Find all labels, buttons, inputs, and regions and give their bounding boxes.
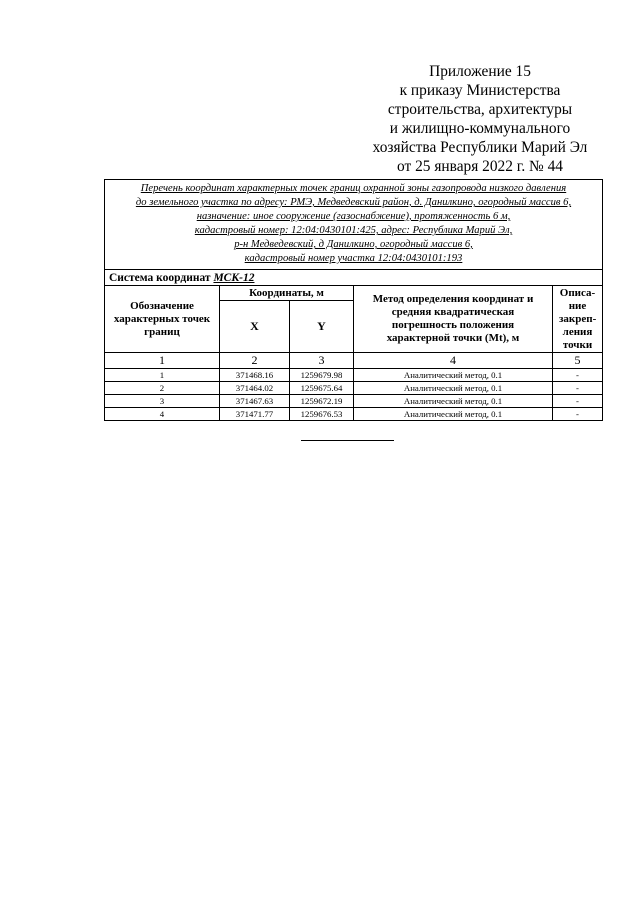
cell-method: Аналитический метод, 0.1: [354, 408, 553, 421]
table-row: [105, 382, 603, 395]
title-line: кадастровый номер: 12:04:0430101:425, адрес: Республика Марий Эл,: [194, 225, 513, 236]
cell-point: 2: [105, 382, 220, 395]
column-number: 3: [290, 353, 354, 369]
cell-description: -: [553, 408, 603, 421]
cell-description: -: [553, 395, 603, 408]
cell-x: 371467.63: [220, 395, 290, 408]
cell-x: 371468.16: [220, 369, 290, 382]
column-number: 4: [354, 353, 553, 369]
title-line: Перечень координат характерных точек границ охранной зоны газопровода низкого давления: [140, 183, 567, 194]
table-row: [105, 408, 603, 421]
coordinate-system-value: МСК-12: [213, 271, 255, 284]
header-line: к приказу Министерства: [399, 82, 561, 99]
footer-divider: [301, 440, 394, 441]
header-y: Y: [290, 301, 354, 353]
column-numbers-row: [105, 353, 603, 369]
header-line: строительства, архитектуры: [387, 101, 573, 118]
coordinates-table: [104, 179, 603, 421]
title-line: р-н Медведевский, д Данилкино, огородный массив 6,: [234, 239, 473, 250]
header-x: X: [220, 301, 290, 353]
cell-point: 4: [105, 408, 220, 421]
header-description: Описа-ние закреп-ления точки: [553, 286, 603, 353]
cell-y: 1259672.19: [290, 395, 354, 408]
title-line: до земельного участка по адресу: РМЭ, Медведевский район, д. Данилкино, огородный массив 6,: [135, 197, 572, 208]
coordinate-system-label: Система координат: [109, 271, 211, 284]
cell-y: 1259679.98: [290, 369, 354, 382]
header-point: Обозначение характерных точек границ: [105, 286, 220, 353]
header-line: Приложение 15: [429, 63, 531, 80]
cell-y: 1259675.64: [290, 382, 354, 395]
header-method: Метод определения координат и средняя квадратическая погрешность положения характерной точки (Mt), м: [354, 286, 553, 353]
column-number: 2: [220, 353, 290, 369]
cell-x: 371471.77: [220, 408, 290, 421]
column-number: 1: [105, 353, 220, 369]
header-line: от 25 января 2022 г. № 44: [397, 158, 563, 175]
cell-point: 3: [105, 395, 220, 408]
header-line: и жилищно-коммунального: [389, 120, 571, 137]
table-row: [105, 395, 603, 408]
table-row: [105, 369, 603, 382]
header-line: хозяйства Республики Марий Эл: [372, 139, 588, 156]
cell-y: 1259676.53: [290, 408, 354, 421]
title-line: кадастровый номер участка 12:04:0430101:193: [244, 253, 463, 264]
header-coordinates: Координаты, м: [220, 286, 354, 301]
cell-point: 1: [105, 369, 220, 382]
column-number: 5: [553, 353, 603, 369]
appendix-header: [330, 62, 630, 176]
cell-description: -: [553, 382, 603, 395]
cell-method: Аналитический метод, 0.1: [354, 382, 553, 395]
cell-method: Аналитический метод, 0.1: [354, 395, 553, 408]
cell-x: 371464.02: [220, 382, 290, 395]
cell-method: Аналитический метод, 0.1: [354, 369, 553, 382]
table-title: [105, 180, 603, 270]
title-line: назначение: иное сооружение (газоснабжение), протяженность 6 м,: [196, 211, 511, 222]
coordinate-system: [105, 270, 603, 286]
cell-description: -: [553, 369, 603, 382]
